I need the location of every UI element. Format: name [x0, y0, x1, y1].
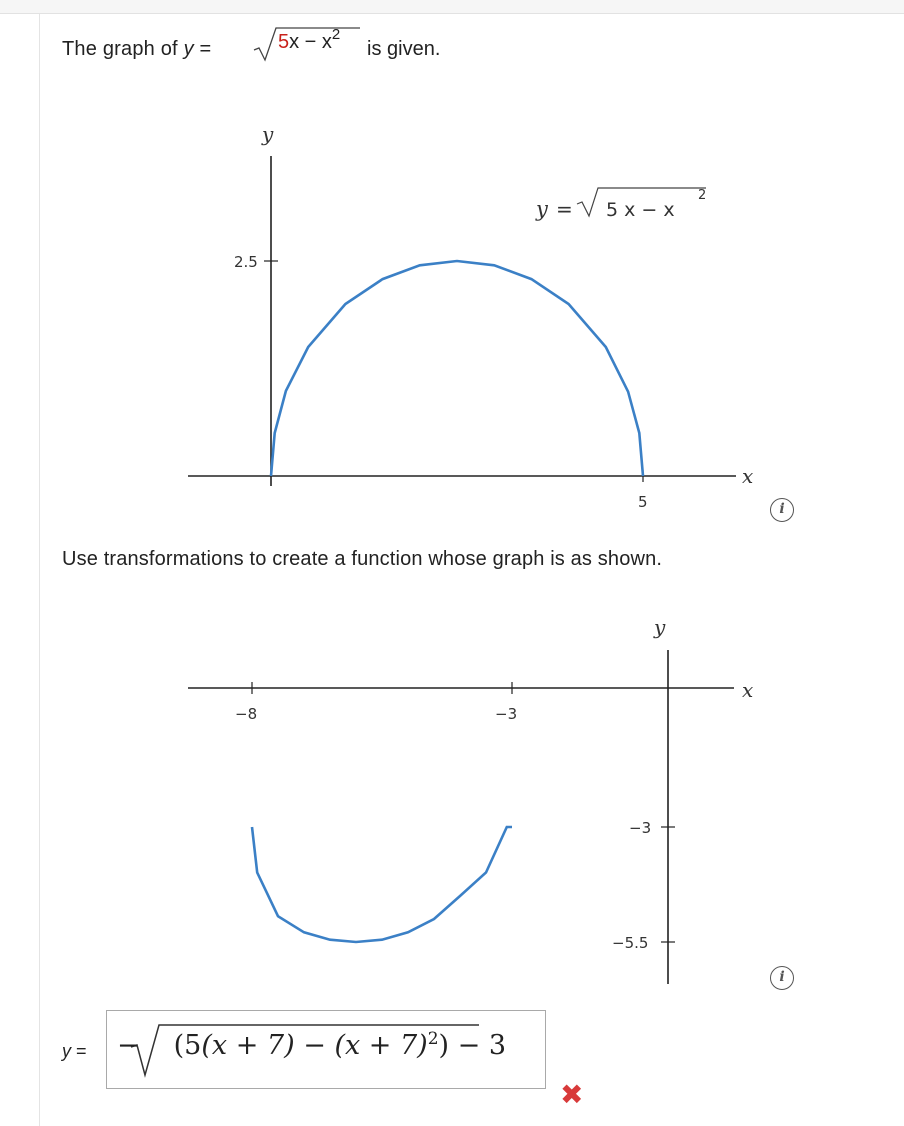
- instruction-text: Use transformations to create a function whose graph is as shown.: [62, 548, 663, 570]
- g1-curve: [271, 261, 643, 476]
- radicand-coefficient: 5: [278, 31, 290, 53]
- g1-curve-label: [535, 188, 706, 221]
- g1-label-exponent: 2: [698, 188, 707, 203]
- answer-neg: −: [117, 1030, 140, 1061]
- radicand-rest: x − x: [289, 31, 332, 53]
- g1-x-tick-label: 5: [638, 493, 648, 511]
- answer-five: 5: [184, 1030, 202, 1061]
- g1-x-axis-label: x: [742, 464, 754, 488]
- answer-x-expr-2: (x + 7): [334, 1030, 428, 1061]
- graph-target-function: [0, 600, 904, 1070]
- question-suffix: is given.: [367, 38, 441, 60]
- answer-label-eq: =: [76, 1041, 87, 1061]
- g2-y-tick-label-2: −5.5: [612, 934, 649, 952]
- answer-close-paren: ): [438, 1030, 450, 1061]
- g2-curve: [252, 827, 512, 942]
- g1-y-axis-label: y: [262, 122, 274, 146]
- g2-x-tick-label-2: −3: [495, 705, 518, 723]
- info-icon-2[interactable]: i: [770, 966, 794, 990]
- g2-x-tick-label-1: −8: [235, 705, 258, 723]
- radicand-exponent: 2: [331, 26, 341, 43]
- g2-y-tick-label-1: −3: [629, 819, 652, 837]
- question-prefix: The graph of: [62, 38, 178, 60]
- g1-label-eq: =: [556, 197, 573, 221]
- question-equals: =: [199, 38, 212, 60]
- answer-tail: − 3: [457, 1030, 507, 1061]
- answer-label-var: y: [62, 1041, 71, 1061]
- g1-label-radicand: 5 x − x: [606, 199, 675, 221]
- info-icon[interactable]: i: [770, 498, 794, 522]
- answer-input[interactable]: [106, 1010, 546, 1089]
- answer-label: [62, 1041, 87, 1062]
- answer-minus: −: [303, 1030, 326, 1061]
- g2-y-axis-label: y: [654, 615, 666, 639]
- g1-label-lhs: y: [536, 197, 548, 221]
- g1-y-tick-label: 2.5: [234, 253, 258, 271]
- g2-x-axis-label: x: [742, 678, 754, 702]
- incorrect-x-icon: ✖: [560, 1079, 584, 1110]
- answer-open-paren: (: [173, 1030, 185, 1061]
- answer-x-expr-1: (x + 7): [201, 1030, 295, 1061]
- graph-original-function: [0, 0, 904, 540]
- question-var-y: y: [183, 38, 194, 60]
- answer-expression: [117, 1029, 506, 1061]
- answer-exponent: 2: [427, 1029, 439, 1049]
